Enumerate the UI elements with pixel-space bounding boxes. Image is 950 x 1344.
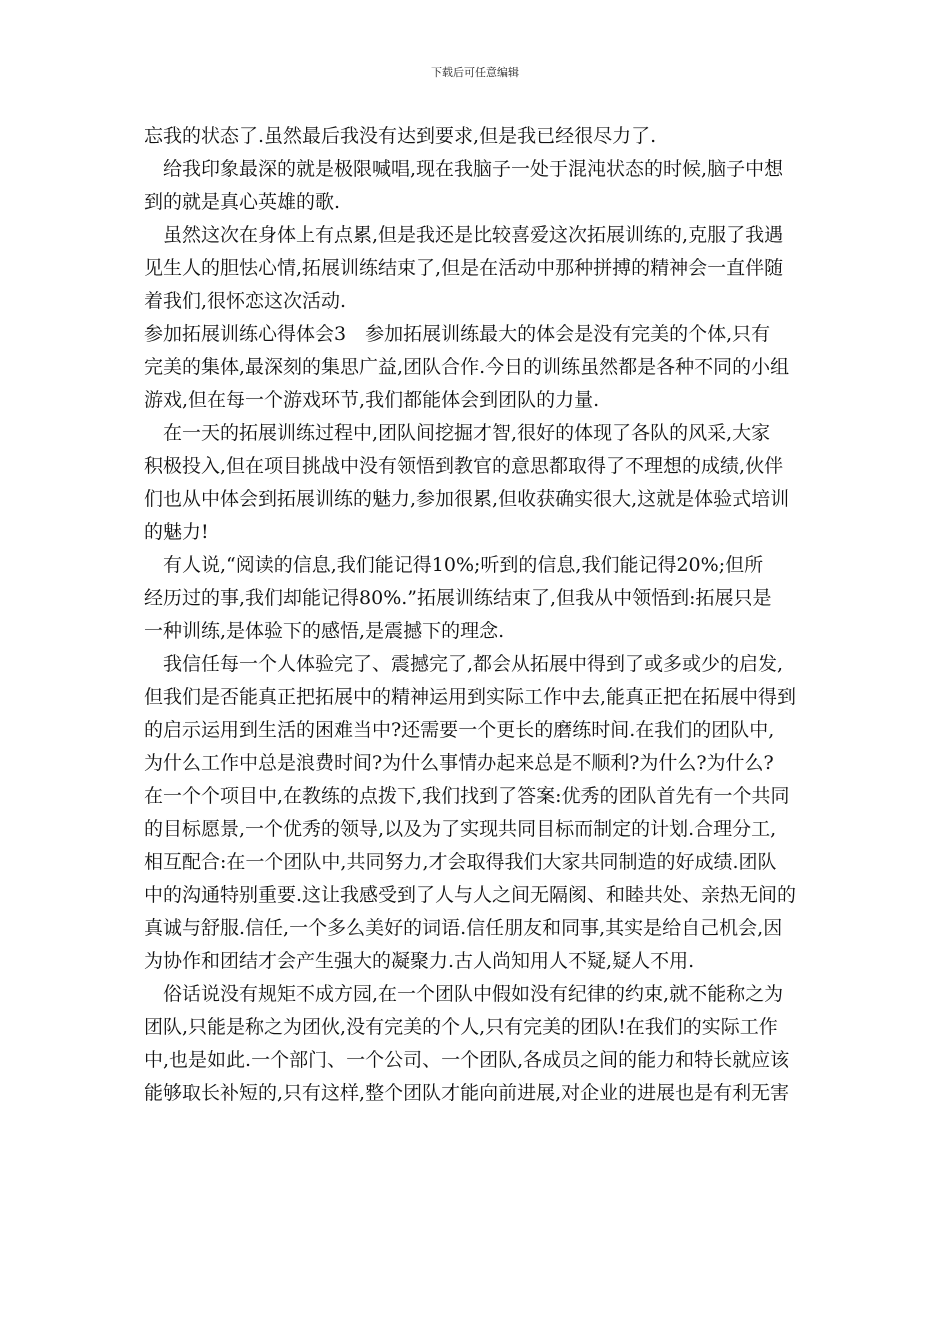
text-line: 的目标愿景,一个优秀的领导,以及为了实现共同目标而制定的计划.合理分工, (144, 818, 777, 840)
text-line: 到的就是真心英雄的歌. (144, 191, 341, 213)
text-line: 虽然这次在身体上有点累,但是我还是比较喜爱这次拓展训练的,克服了我遇 (144, 224, 784, 246)
text-line: 的启示运用到生活的困难当中?还需要一个更长的磨练时间.在我们的团队中, (144, 719, 775, 741)
text-line: 参加拓展训练心得体会3 参加拓展训练最大的体会是没有完美的个体,只有 (144, 323, 771, 345)
text-line: 忘我的状态了.虽然最后我没有达到要求,但是我已经很尽力了. (144, 125, 657, 147)
text-line: 在一个个项目中,在教练的点拨下,我们找到了答案:优秀的团队首先有一个共同 (144, 785, 790, 807)
text-line: 真诚与舒服.信任,一个多么美好的词语.信任朋友和同事,其实是给自己机会,因 (144, 917, 783, 939)
text-line: 但我们是否能真正把拓展中的精神运用到实际工作中去,能真正把在拓展中得到 (144, 686, 797, 708)
text-line: 中,也是如此.一个部门、一个公司、一个团队,各成员之间的能力和特长就应该 (144, 1049, 790, 1071)
text-line: 一种训练,是体验下的感悟,是震撼下的理念. (144, 620, 505, 642)
text-line: 游戏,但在每一个游戏环节,我们都能体会到团队的力量. (144, 389, 600, 411)
text-line: 完美的集体,最深刻的集思广益,团队合作.今日的训练虽然都是各种不同的小组 (144, 356, 790, 378)
text-line: 经历过的事,我们却能记得80%.”拓展训练结束了,但我从中领悟到:拓展只是 (144, 587, 772, 609)
text-line: 团队,只能是称之为团伙,没有完美的个人,只有完美的团队!在我们的实际工作 (144, 1016, 778, 1038)
text-line: 们也从中体会到拓展训练的魅力,参加很累,但收获确实很大,这就是体验式培训 (144, 488, 790, 510)
text-line: 我信任每一个人体验完了、震撼完了,都会从拓展中得到了或多或少的启发, (144, 653, 784, 675)
text-line: 见生人的胆怯心情,拓展训练结束了,但是在活动中那种拼搏的精神会一直伴随 (144, 257, 784, 279)
text-line: 的魅力! (144, 521, 209, 543)
text-line: 俗话说没有规矩不成方园,在一个团队中假如没有纪律的约束,就不能称之为 (144, 983, 784, 1005)
text-line: 中的沟通特别重要.这让我感受到了人与人之间无隔阂、和睦共处、亲热无间的 (144, 884, 797, 906)
document-body (144, 120, 834, 1110)
text-line: 为协作和团结才会产生强大的凝聚力.古人尚知用人不疑,疑人不用. (144, 950, 695, 972)
text-line: 有人说,“阅读的信息,我们能记得10%;听到的信息,我们能记得20%;但所 (144, 554, 764, 576)
text-line: 为什么工作中总是浪费时间?为什么事情办起来总是不顺利?为什么?为什么? (144, 752, 774, 774)
text-line: 能够取长补短的,只有这样,整个团队才能向前进展,对企业的进展也是有利无害 (144, 1082, 790, 1104)
text-line: 相互配合:在一个团队中,共同努力,才会取得我们大家共同制造的好成绩.团队 (144, 851, 777, 873)
text-line: 着我们,很怀恋这次活动. (144, 290, 347, 312)
text-line: 积极投入,但在项目挑战中没有领悟到教官的意思都取得了不理想的成绩,伙伴 (144, 455, 784, 477)
text-line: 在一天的拓展训练过程中,团队间挖掘才智,很好的体现了各队的风采,大家 (144, 422, 771, 444)
page-header: 下载后可任意编辑 (431, 66, 519, 79)
text-line: 给我印象最深的就是极限喊唱,现在我脑子一处于混沌状态的时候,脑子中想 (144, 158, 784, 180)
